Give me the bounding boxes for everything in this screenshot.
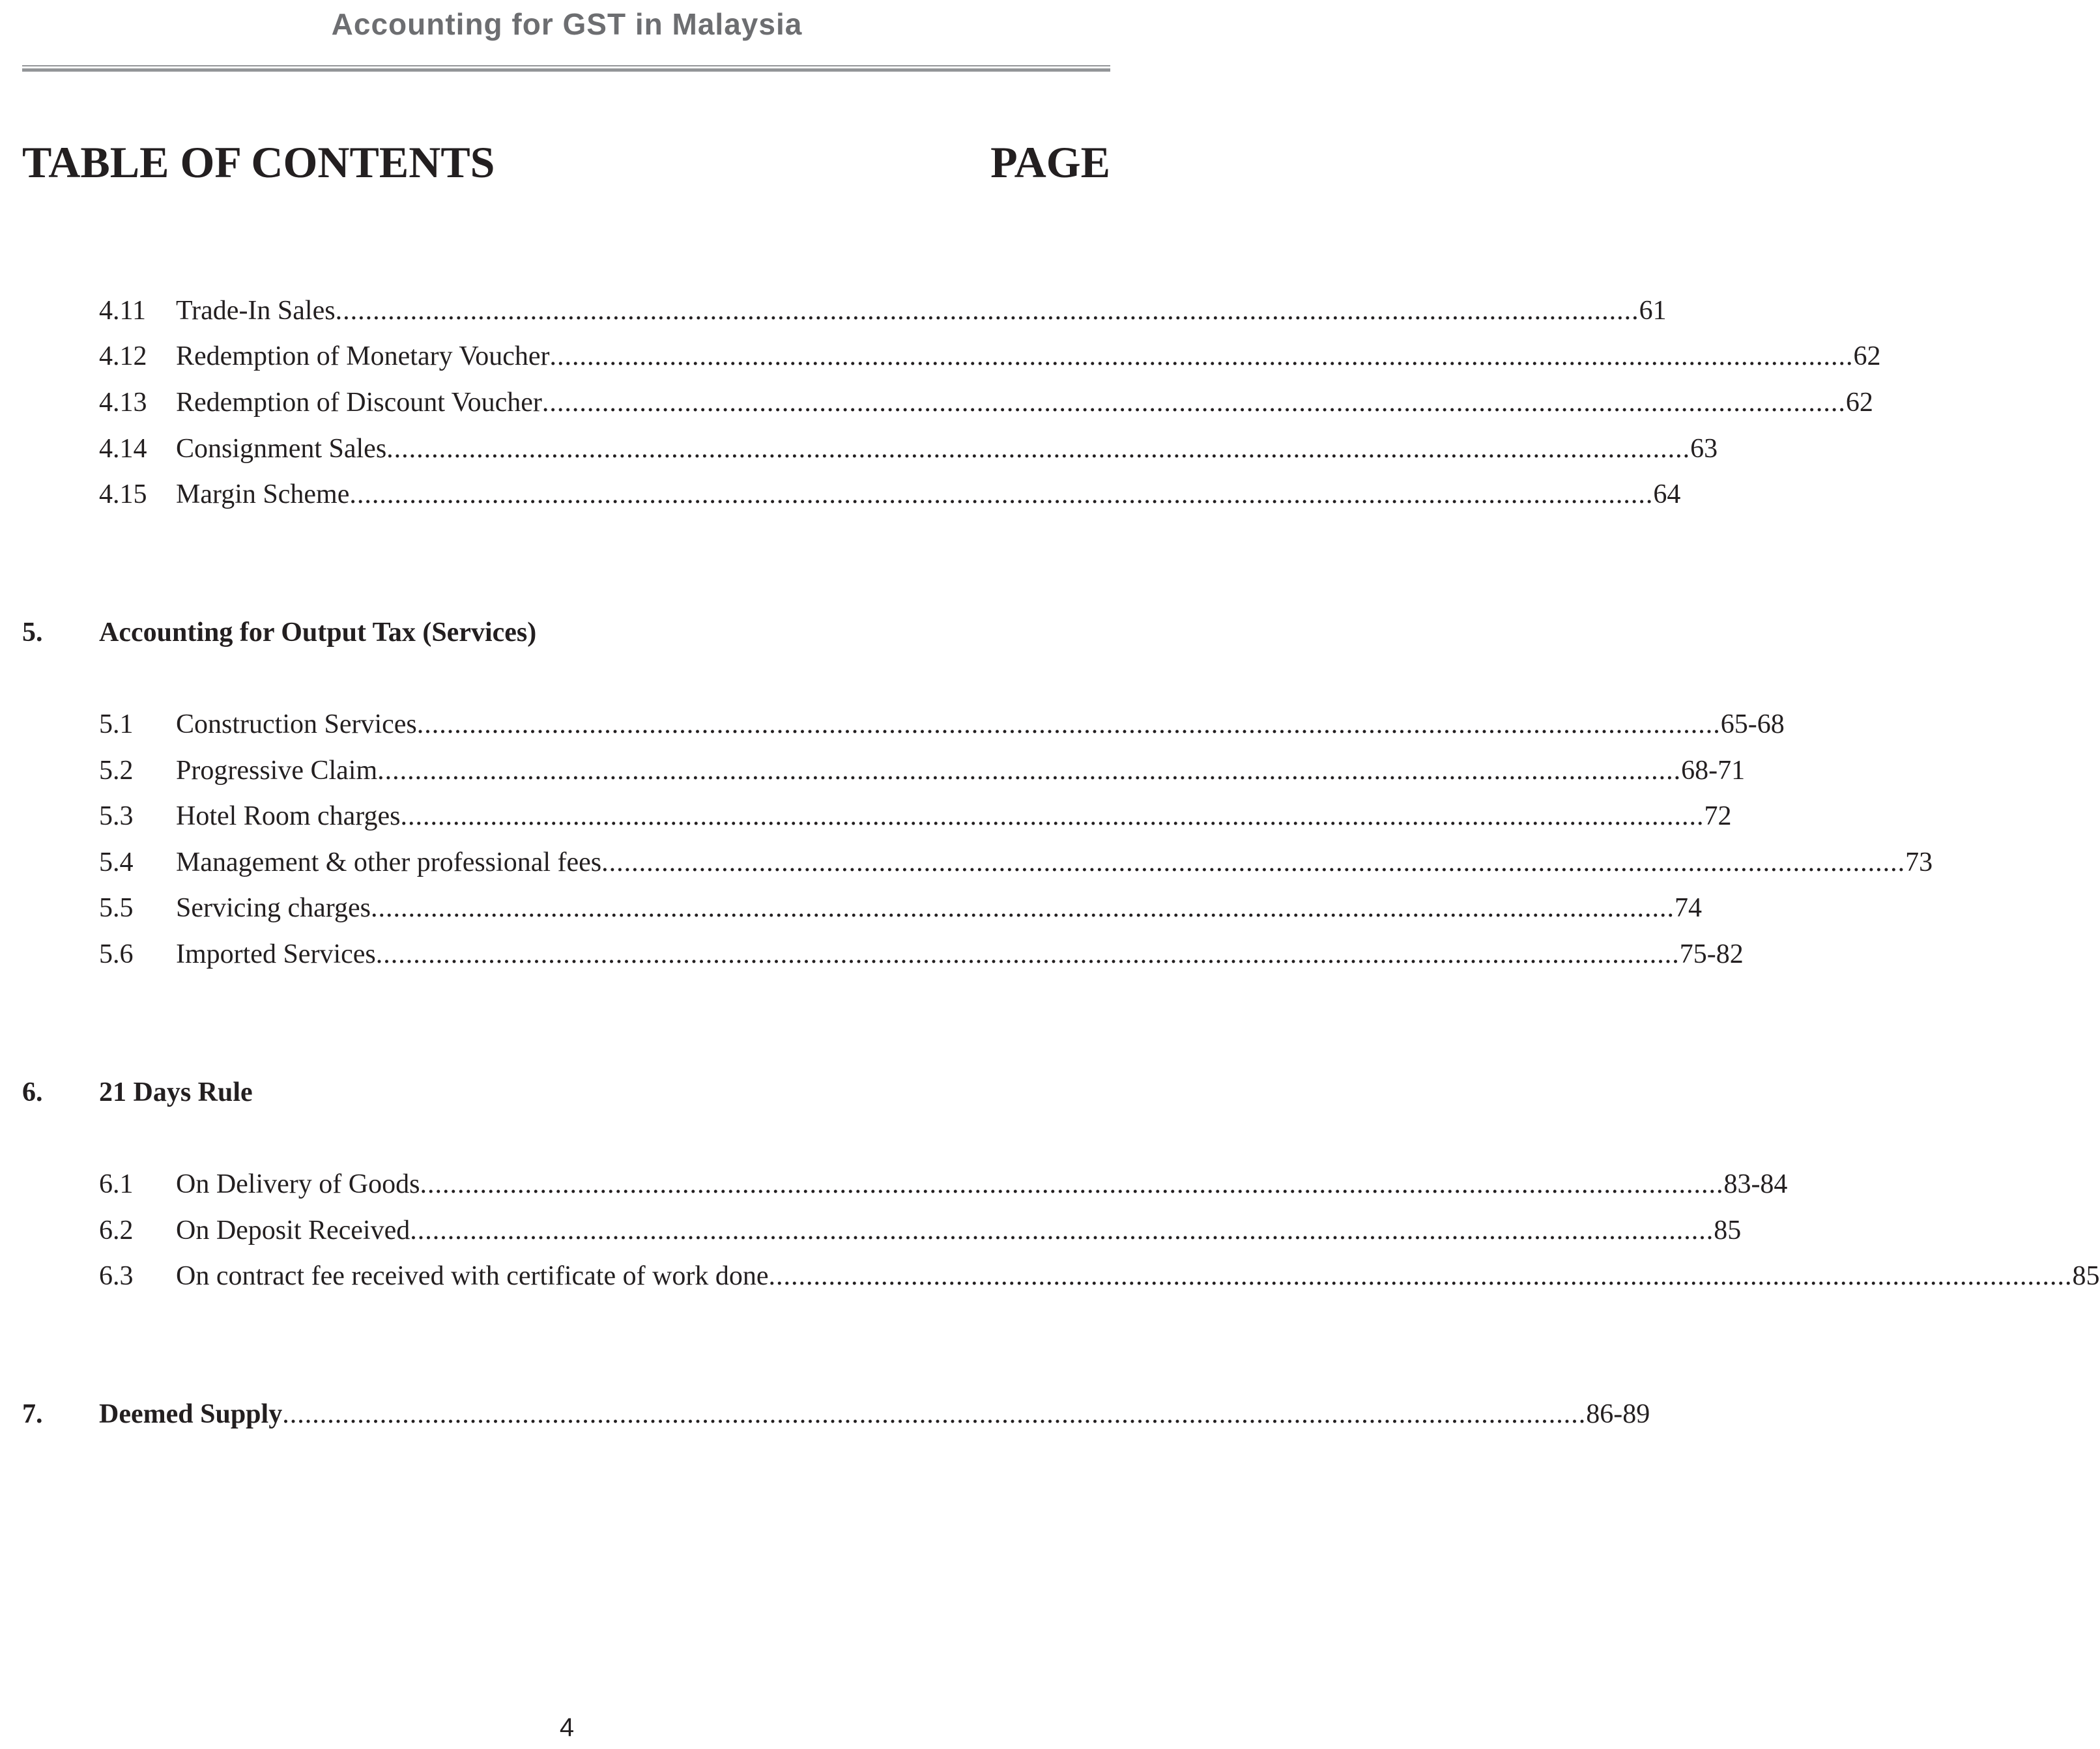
section-number: 6. [22, 1077, 43, 1107]
entry-page: 68-71 [1681, 756, 1746, 786]
entry-page: 64 [1653, 479, 1681, 509]
entry-title: On Delivery of Goods [176, 1169, 420, 1199]
toc-entry-4-15[interactable] [99, 475, 1681, 514]
toc-section-6[interactable] [22, 1073, 1065, 1112]
entry-page: 63 [1690, 434, 1718, 464]
leader-dots: .............................................................................................................................................................................. [377, 756, 1682, 786]
entry-title: Management & other professional fees [176, 847, 602, 877]
toc-section-5[interactable] [22, 613, 1065, 652]
entry-number: 5.1 [99, 709, 134, 739]
entry-title: Servicing charges [176, 893, 371, 923]
leader-dots: .............................................................................................................................................................................. [416, 709, 1721, 739]
section-number: 7. [22, 1399, 43, 1429]
entry-page: 83-84 [1723, 1169, 1788, 1199]
leader-dots: .............................................................................................................................................................................. [370, 893, 1675, 923]
entry-number: 4.12 [99, 341, 147, 371]
entry-number: 5.5 [99, 893, 134, 923]
entry-number: 4.15 [99, 479, 147, 509]
entry-number: 6.2 [99, 1216, 134, 1245]
toc-entry-4-11[interactable] [99, 291, 1667, 330]
toc-entry-5-3[interactable] [99, 797, 1732, 836]
entry-title: Imported Services [176, 939, 376, 969]
leader-dots: .............................................................................................................................................................................. [386, 434, 1691, 464]
section-title: 21 Days Rule [99, 1077, 253, 1107]
leader-dots: .............................................................................................................................................................................. [420, 1169, 1724, 1199]
entry-number: 4.11 [99, 296, 146, 326]
entry-number: 5.3 [99, 801, 134, 831]
leader-dots: .............................................................................................................................................................................. [335, 296, 1639, 326]
toc-entry-4-13[interactable] [99, 383, 1873, 422]
leader-dots: .............................................................................................................................................................................. [768, 1261, 2073, 1291]
leader-dots: .............................................................................................................................................................................. [349, 479, 1654, 509]
header-rule-thin [22, 65, 1110, 66]
entry-title: Redemption of Monetary Voucher [176, 341, 550, 371]
toc-entry-4-12[interactable] [99, 337, 1881, 376]
leader-dots: .............................................................................................................................................................................. [549, 341, 1854, 371]
leader-dots: .............................................................................................................................................................................. [601, 847, 1906, 877]
entry-page: 62 [1853, 341, 1881, 371]
toc-title: TABLE OF CONTENTS [22, 137, 495, 187]
toc-entry-4-14[interactable] [99, 429, 1718, 468]
section-title: Deemed Supply [99, 1399, 283, 1429]
leader-dots: .............................................................................................................................................................................. [375, 939, 1680, 969]
entry-page: 74 [1674, 893, 1702, 923]
page-column-label: PAGE [990, 137, 1110, 187]
entry-page: 62 [1845, 388, 1873, 418]
toc-entry-5-6[interactable] [99, 935, 1744, 974]
section-title: Accounting for Output Tax (Services) [99, 618, 537, 647]
entry-title: Consignment Sales [176, 434, 387, 464]
leader-dots: .............................................................................................................................................................................. [400, 801, 1704, 831]
toc-entry-6-1[interactable] [99, 1165, 1788, 1204]
page-number: 4 [559, 1713, 575, 1742]
entry-page: 72 [1704, 801, 1732, 831]
toc-entry-6-2[interactable] [99, 1211, 1742, 1250]
entry-number: 5.6 [99, 939, 134, 969]
toc-entry-5-2[interactable] [99, 751, 1746, 790]
section-number: 5. [22, 618, 43, 647]
toc-section-7[interactable] [22, 1395, 1650, 1434]
running-header: Accounting for GST in Malaysia [331, 7, 803, 41]
entry-title: Hotel Room charges [176, 801, 401, 831]
entry-title: Progressive Claim [176, 756, 378, 786]
entry-page: 65-68 [1720, 709, 1785, 739]
header-double-rule [22, 65, 1110, 72]
entry-title: Construction Services [176, 709, 417, 739]
entry-number: 4.14 [99, 434, 147, 464]
entry-page: 85 [2072, 1261, 2100, 1291]
header-rule-thick [22, 68, 1110, 72]
toc-entry-5-5[interactable] [99, 889, 1702, 928]
section-page: 86-89 [1586, 1399, 1650, 1429]
entry-title: Trade-In Sales [176, 296, 336, 326]
entry-title: Margin Scheme [176, 479, 350, 509]
leader-dots: .............................................................................................................................................................................. [282, 1399, 1587, 1429]
entry-page: 73 [1905, 847, 1933, 877]
entry-number: 5.4 [99, 847, 134, 877]
entry-number: 4.13 [99, 388, 147, 418]
entry-page: 75-82 [1679, 939, 1744, 969]
entry-title: Redemption of Discount Voucher [176, 388, 542, 418]
entry-title: On contract fee received with certificate of work done [176, 1261, 769, 1291]
entry-page: 61 [1639, 296, 1667, 326]
entry-number: 6.3 [99, 1261, 134, 1291]
leader-dots: .............................................................................................................................................................................. [410, 1216, 1714, 1245]
entry-number: 6.1 [99, 1169, 134, 1199]
entry-page: 85 [1714, 1216, 1742, 1245]
toc-entry-5-1[interactable] [99, 705, 1785, 744]
entry-number: 5.2 [99, 756, 134, 786]
toc-entry-5-4[interactable] [99, 843, 1933, 882]
toc-entry-6-3[interactable] [99, 1257, 2100, 1296]
toc-heading-row [22, 137, 1110, 195]
leader-dots: .............................................................................................................................................................................. [541, 388, 1846, 418]
entry-title: On Deposit Received [176, 1216, 410, 1245]
